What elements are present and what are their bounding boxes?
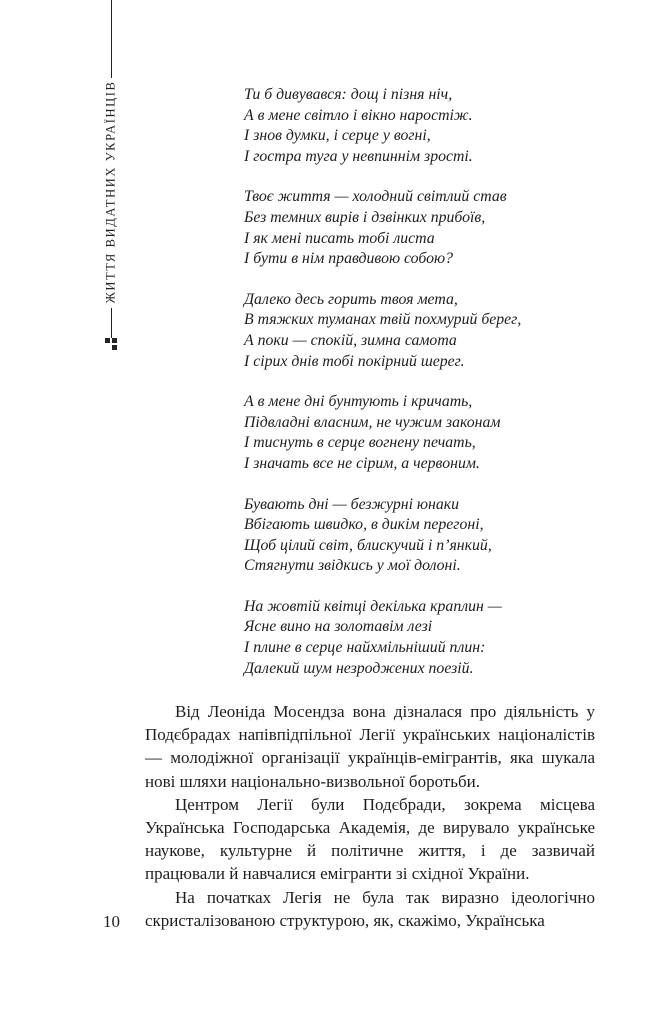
paragraph: На початках Легія не була так виразно ідеологічно скристалізованою структурою, як, скажімо, Українська <box>145 887 595 930</box>
poem-stanza <box>244 187 584 269</box>
poem-line: Твоє життя — холодний світлий став <box>244 188 507 206</box>
running-head-rule-bottom <box>111 308 112 338</box>
poem-line: Підвладні власним, не чужим законам <box>244 413 501 431</box>
paragraph: Від Леоніда Мосендза вона дізналася про діяльність у Подєбрадах напівпідпільної Легії українських націоналістів — молодіжної організації українців-емігрантів, яка шукала нові шляхи національно-визвольної боротьби. <box>145 702 595 791</box>
poem-line: На жовтій квітці декілька краплин — <box>244 597 502 615</box>
running-head-text: ЖИТТЯ ВИДАТНИХ УКРАЇНЦІВ <box>103 80 118 304</box>
poem-stanza <box>244 495 584 577</box>
poem-line: Далеко десь горить твоя мета, <box>244 290 458 308</box>
poem-line: Щоб цілий світ, блискучий і п’янкий, <box>244 536 492 554</box>
poem-line: Вбігають швидко, в дикім перегоні, <box>244 516 484 534</box>
page-number: 10 <box>103 912 120 931</box>
poem-line: Ти б дивувався: дощ і пізня ніч, <box>244 86 453 103</box>
poem-line: І плине в серце найхмільніший плин: <box>244 639 486 657</box>
poem-line: Стягнути звідкись у мої долоні. <box>244 557 461 575</box>
poem <box>244 85 584 699</box>
poem-stanza <box>244 597 584 679</box>
poem-line: Далекий шум незроджених поезій. <box>244 659 474 677</box>
poem-line: Без темних вирів і дзвінких прибоїв, <box>244 208 486 226</box>
poem-line: І значать все не сірим, а червоним. <box>244 454 480 472</box>
poem-line: А поки — спокій, зимна самота <box>244 331 457 349</box>
ornament-squares-icon <box>103 336 119 352</box>
poem-line: В тяжких туманах твій похмурий берег, <box>244 311 522 329</box>
poem-stanza <box>244 290 584 372</box>
poem-line: І як мені писать тобі листа <box>244 229 435 247</box>
poem-line: І знов думки, і серце у вогні, <box>244 127 431 145</box>
poem-line: Бувають дні — безжурні юнаки <box>244 495 460 513</box>
poem-line: І бути в нім правдивою собою? <box>244 250 454 268</box>
poem-line: І гостра туга у невпиннім зрості. <box>244 147 473 165</box>
paragraph: Центром Легії були Подєбради, зокрема місцева Українська Господарська Академія, де вирувало українське наукове, культурне й політичне життя, і де зазвичай працювали й навчалися емігранти зі східної України. <box>145 794 595 884</box>
poem-line: І сірих днів тобі покірний шерег. <box>244 352 465 370</box>
poem-line: Ясне вино на золотавім лезі <box>244 618 433 636</box>
running-head-rule-top <box>111 0 112 78</box>
poem-line: А в мене дні бунтують і кричать, <box>244 393 473 411</box>
poem-stanza <box>244 85 584 167</box>
body-text <box>145 700 595 932</box>
poem-line: А в мене світло і вікно наростіж. <box>244 106 473 124</box>
poem-stanza <box>244 392 584 474</box>
poem-line: І тиснуть в серце вогнену печать, <box>244 434 476 452</box>
